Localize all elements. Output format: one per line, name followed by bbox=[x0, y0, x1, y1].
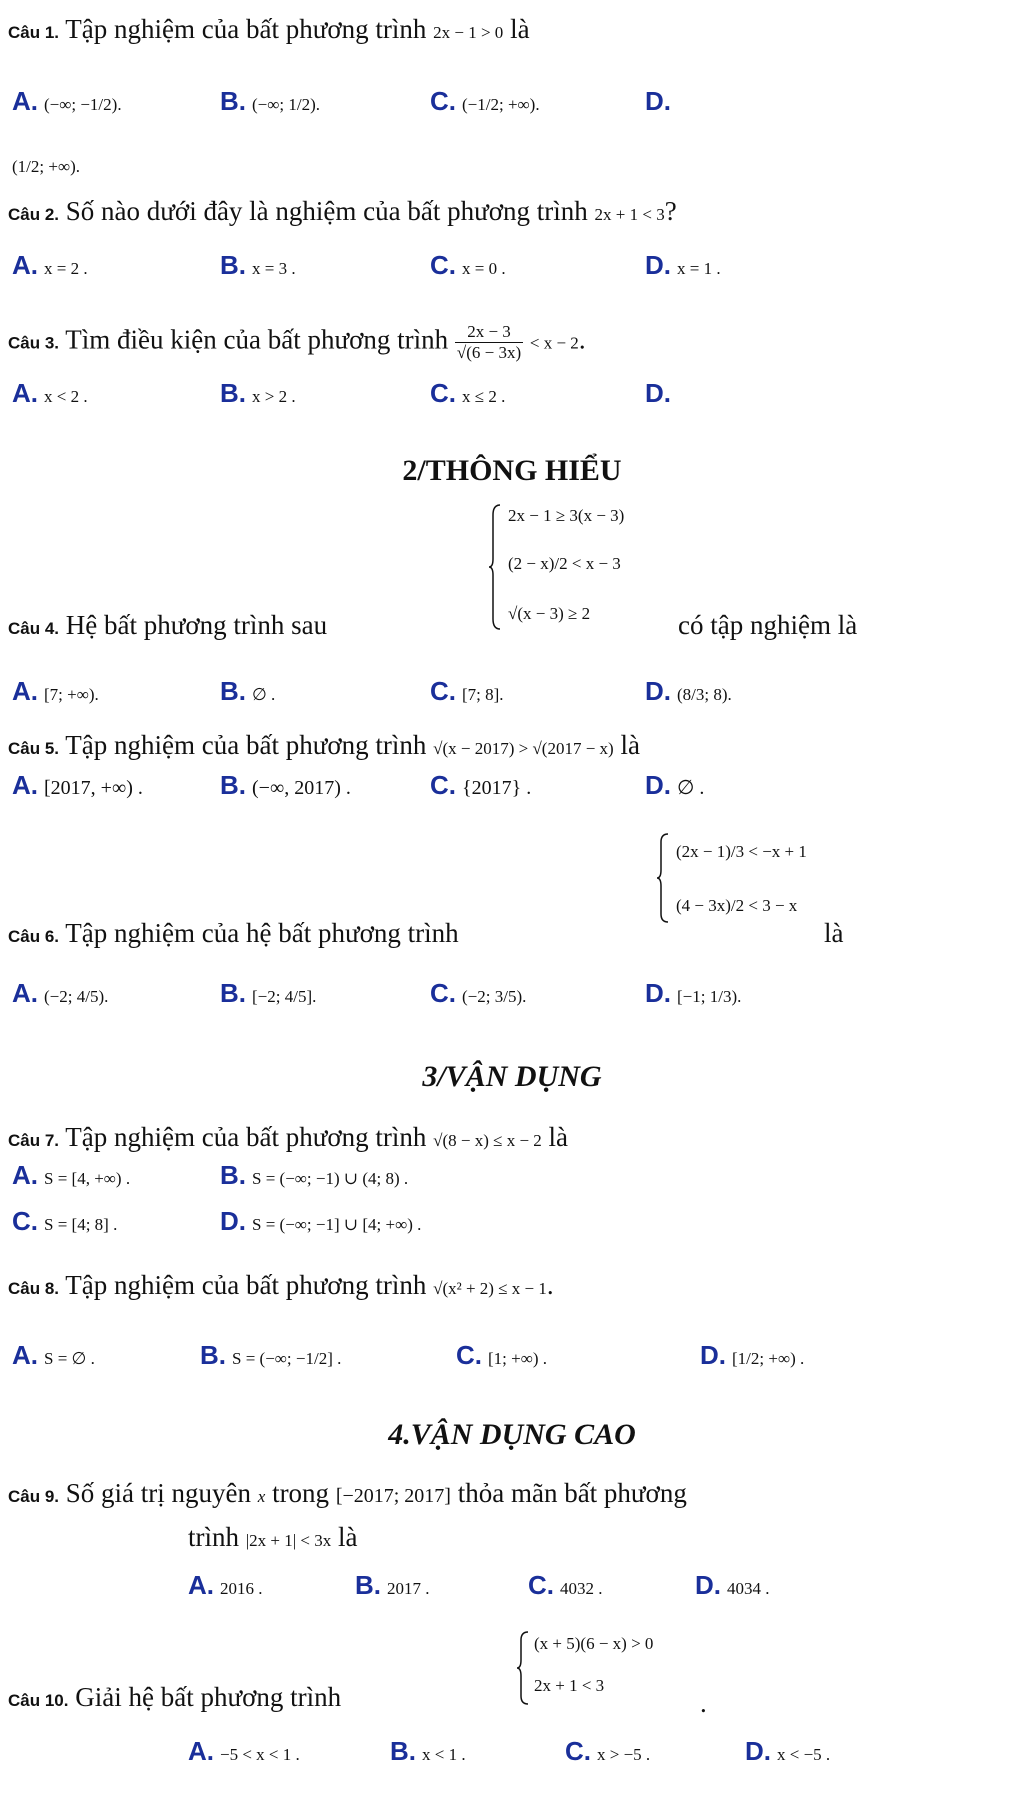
system-brace bbox=[488, 503, 502, 631]
option-d[interactable]: D. bbox=[645, 378, 671, 408]
option-c[interactable]: C. x ≤ 2 . bbox=[430, 378, 506, 408]
question-2: Câu 2. Số nào dưới đây là nghiệm của bất phương trình 2x + 1 < 3? bbox=[8, 196, 677, 226]
option-a[interactable]: A. x < 2 . bbox=[12, 378, 88, 408]
option-a[interactable]: A. [7; +∞). bbox=[12, 676, 99, 706]
option-b[interactable]: B. S = (−∞; −1/2] . bbox=[200, 1340, 342, 1370]
section-heading-4: 4.VẬN DỤNG CAO bbox=[388, 1418, 636, 1451]
question-10: Câu 10. Giải hệ bất phương trình bbox=[8, 1682, 342, 1712]
option-b[interactable]: B. [−2; 4/5]. bbox=[220, 978, 317, 1008]
question-3: Câu 3. Tìm điều kiện của bất phương trình $\frac{2x - 3}{√(6 - 3x)}$ < x − 2. bbox=[8, 322, 586, 362]
section-heading-3: 3/VẬN DỤNG bbox=[422, 1060, 602, 1093]
option-b[interactable]: B. ∅ . bbox=[220, 676, 276, 706]
option-c[interactable]: C. [7; 8]. bbox=[430, 676, 504, 706]
option-d[interactable]: D. x < −5 . bbox=[745, 1736, 831, 1766]
question-tail: là bbox=[510, 14, 530, 44]
question-1 bbox=[8, 14, 530, 45]
option-c[interactable]: C. (−1/2; +∞). bbox=[430, 86, 540, 116]
option-a[interactable]: A. x = 2 . bbox=[12, 250, 88, 280]
option-a[interactable]: A. (−2; 4/5). bbox=[12, 978, 109, 1008]
question-9: Câu 9. Số giá trị nguyên x trong [−2017; 2017] thỏa mãn bất phương bbox=[8, 1478, 687, 1508]
question-10-tail: . bbox=[700, 1688, 707, 1718]
option-d[interactable]: D. (8/3; 8). bbox=[645, 676, 732, 706]
option-d[interactable]: D. x = 1 . bbox=[645, 250, 721, 280]
question-text: Tập nghiệm của bất phương trình bbox=[65, 14, 427, 44]
question-number: Câu 1. bbox=[8, 23, 60, 42]
section-heading-2: 2/THÔNG HIỂU bbox=[402, 454, 622, 487]
option-d[interactable]: D. bbox=[645, 86, 671, 116]
option-b[interactable]: B. 2017 . bbox=[355, 1570, 430, 1600]
worksheet-page: Câu 1. Tập nghiệm của bất phương trình 2x − 1 > 0 là A. (−∞; −1/2). B. (−∞; 1/2). C. (−1/2; +∞). D. (1/2; +∞). Câu 2. Số nào dưới đây là nghiệm của bất phương trình 2x + 1 < 3? A. x = 2 . B. x = 3 . C. x = 0 . D. x = 1 . Câu 3. Tìm điều kiện của bất phương trình $\frac{2x - 3}{√(6 - 3x)}$ < x − 2. A. x < 2 . B. x > 2 . C. x ≤ 2 . D. 2/THÔNG HIỂU 2x − 1 ≥ 3(x − 3) (2 − x)/2 < x − 3 √(x − 3) ≥ 2 Câu 4. Hệ bất phương trình sau có tập nghiệm là A. [7; +∞). B. ∅ . C. [7; 8]. D. (8/3; 8). Câu 5. Tập nghiệm của bất phương trình √(x − 2017) > √(2017 − x) là A. [2017, +∞) . B. (−∞, 2017) . C. {2017} . D. ∅ . (2x − 1)/3 < −x + 1 (4 − 3x)/2 < 3 − x Câu 6. Tập nghiệm của hệ bất phương trình là A. (−2; 4/5). B. [−2; 4/5]. C. (−2; 3/5). D. [−1; 1/3). 3/VẬN DỤNG Câu 7. Tập nghiệm của bất phương trình √(8 − x) ≤ x − 2 là A. S = [4, +∞) . B. S = (−∞; −1) ∪ (4; 8) . C. S = [4; 8] . D. S = (−∞; −1] ∪ [4; +∞) . Câu 8. Tập nghiệm của bất phương trình √(x² + 2) ≤ x − 1. A. S = ∅ . B. S = (−∞; −1/2] . C. [1; +∞) . D. [1/2; +∞) . 4.VẬN DỤNG CAO Câu 9. Số giá trị nguyên x trong [−2017; 2017] thỏa mãn bất phương trình |2x + 1| < 3x là A. 2016 . B. 2017 . C. 4032 . D. 4034 . (x + 5)(6 − x) > 0 2x + 1 < 3 Câu 10. Giải hệ bất phương trình . A. −5 < x < 1 . B. x < 1 . C. x > −5 . D. x < −5 . bbox=[0, 0, 1024, 1820]
option-c[interactable]: C. x = 0 . bbox=[430, 250, 506, 280]
option-b[interactable]: B. (−∞, 2017) . bbox=[220, 770, 351, 800]
option-d[interactable]: D. ∅ . bbox=[645, 770, 705, 800]
fraction: $\frac{2x - 3}{√(6 - 3x)}$ bbox=[456, 322, 522, 362]
option-d[interactable]: D. 4034 . bbox=[695, 1570, 770, 1600]
question-math: 2x − 1 > 0 bbox=[433, 23, 504, 42]
option-c[interactable]: C. (−2; 3/5). bbox=[430, 978, 527, 1008]
option-b[interactable]: B. (−∞; 1/2). bbox=[220, 86, 320, 116]
question-6-tail: là bbox=[824, 918, 844, 948]
option-a[interactable]: A. [2017, +∞) . bbox=[12, 770, 143, 800]
option-a[interactable]: A. S = ∅ . bbox=[12, 1340, 95, 1370]
option-c[interactable]: C. {2017} . bbox=[430, 770, 532, 800]
question-5: Câu 5. Tập nghiệm của bất phương trình √(x − 2017) > √(2017 − x) là bbox=[8, 730, 640, 760]
question-6: Câu 6. Tập nghiệm của hệ bất phương trình bbox=[8, 918, 459, 948]
option-d[interactable]: D. S = (−∞; −1] ∪ [4; +∞) . bbox=[220, 1206, 422, 1236]
option-d[interactable]: D. [−1; 1/3). bbox=[645, 978, 742, 1008]
option-c[interactable]: C. [1; +∞) . bbox=[456, 1340, 548, 1370]
system-brace bbox=[656, 832, 670, 924]
option-b[interactable]: B. x < 1 . bbox=[390, 1736, 466, 1766]
option-b[interactable]: B. S = (−∞; −1) ∪ (4; 8) . bbox=[220, 1160, 409, 1190]
option-d[interactable]: D. [1/2; +∞) . bbox=[700, 1340, 805, 1370]
option-a[interactable]: A. S = [4, +∞) . bbox=[12, 1160, 131, 1190]
question-9-line-2: trình |2x + 1| < 3x là bbox=[188, 1522, 358, 1552]
option-c[interactable]: C. x > −5 . bbox=[565, 1736, 651, 1766]
question-7: Câu 7. Tập nghiệm của bất phương trình √(8 − x) ≤ x − 2 là bbox=[8, 1122, 569, 1152]
option-a[interactable]: A. 2016 . bbox=[188, 1570, 263, 1600]
question-4: Câu 4. Hệ bất phương trình sau bbox=[8, 610, 328, 640]
option-b[interactable]: B. x > 2 . bbox=[220, 378, 296, 408]
option-b[interactable]: B. x = 3 . bbox=[220, 250, 296, 280]
question-8: Câu 8. Tập nghiệm của bất phương trình √(x² + 2) ≤ x − 1. bbox=[8, 1270, 554, 1300]
option-d-value: (1/2; +∞). bbox=[12, 157, 80, 176]
option-a[interactable]: A. (−∞; −1/2). bbox=[12, 86, 122, 116]
question-4-tail: có tập nghiệm là bbox=[678, 610, 858, 640]
option-c[interactable]: C. S = [4; 8] . bbox=[12, 1206, 118, 1236]
option-a[interactable]: A. −5 < x < 1 . bbox=[188, 1736, 300, 1766]
option-c[interactable]: C. 4032 . bbox=[528, 1570, 603, 1600]
system-brace bbox=[516, 1630, 530, 1706]
